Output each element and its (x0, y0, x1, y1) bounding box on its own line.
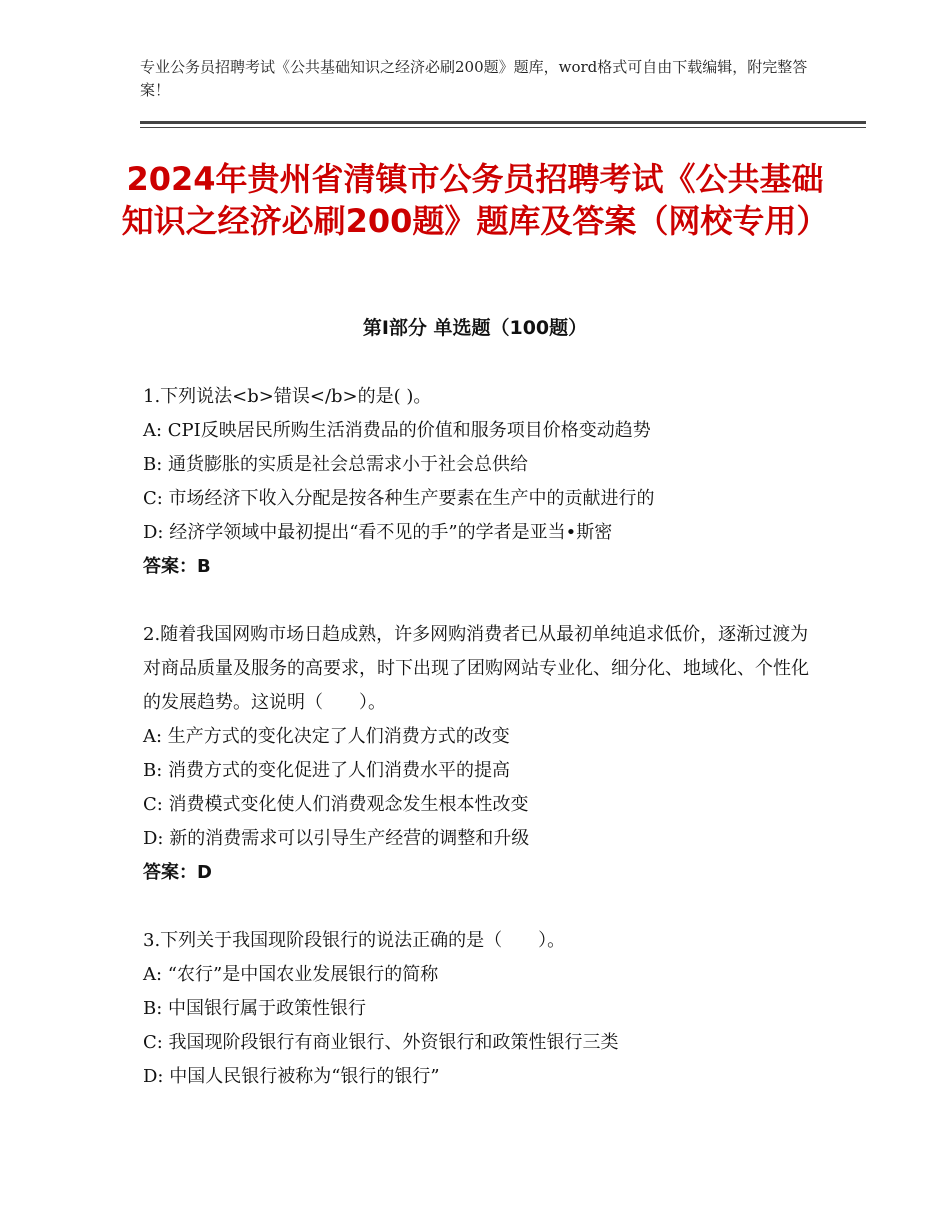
option-a: A: “农行”是中国农业发展银行的简称 (143, 964, 439, 985)
question-stem: 1.下列说法<b>错误</b>的是( )。 (143, 386, 432, 407)
question-3 (143, 924, 823, 1094)
document-title: 2024年贵州省清镇市公务员招聘考试《公共基础知识之经济必刷200题》题库及答案（网校专用） (121, 160, 829, 240)
option-a: A: 生产方式的变化决定了人们消费方式的改变 (143, 726, 510, 747)
question-stem: 3.下列关于我国现阶段银行的说法正确的是（ ）。 (143, 930, 566, 951)
answer: 答案：B (143, 556, 211, 577)
option-c: C: 市场经济下收入分配是按各种生产要素在生产中的贡献进行的 (143, 488, 655, 509)
option-d: D: 中国人民银行被称为“银行的银行” (143, 1066, 440, 1087)
question-2 (143, 618, 823, 890)
header-rule-thick (140, 121, 866, 124)
option-b: B: 通货膨胀的实质是社会总需求小于社会总供给 (143, 454, 529, 475)
question-stem: 2.随着我国网购市场日趋成熟，许多网购消费者已从最初单纯追求低价，逐渐过渡为对商品质量及服务的高要求，时下出现了团购网站专业化、细分化、地域化、个性化的发展趋势。这说明（ ）。 (143, 624, 809, 713)
header-rule-thin (140, 127, 866, 128)
option-b: B: 中国银行属于政策性银行 (143, 998, 367, 1019)
section-title: 第Ⅰ部分 单选题（100题） (362, 317, 588, 339)
option-c: C: 消费模式变化使人们消费观念发生根本性改变 (143, 794, 529, 815)
question-list (143, 380, 823, 1128)
question-1 (143, 380, 823, 584)
header-note: 专业公务员招聘考试《公共基础知识之经济必刷200题》题库，word格式可自由下载编辑，附完整答案！ (140, 58, 808, 99)
option-d: D: 新的消费需求可以引导生产经营的调整和升级 (143, 828, 530, 849)
option-d: D: 经济学领域中最初提出“看不见的手”的学者是亚当•斯密 (143, 522, 613, 543)
option-c: C: 我国现阶段银行有商业银行、外资银行和政策性银行三类 (143, 1032, 619, 1053)
option-a: A: CPI反映居民所购生活消费品的价值和服务项目价格变动趋势 (143, 420, 651, 441)
answer: 答案：D (143, 862, 212, 883)
option-b: B: 消费方式的变化促进了人们消费水平的提高 (143, 760, 511, 781)
